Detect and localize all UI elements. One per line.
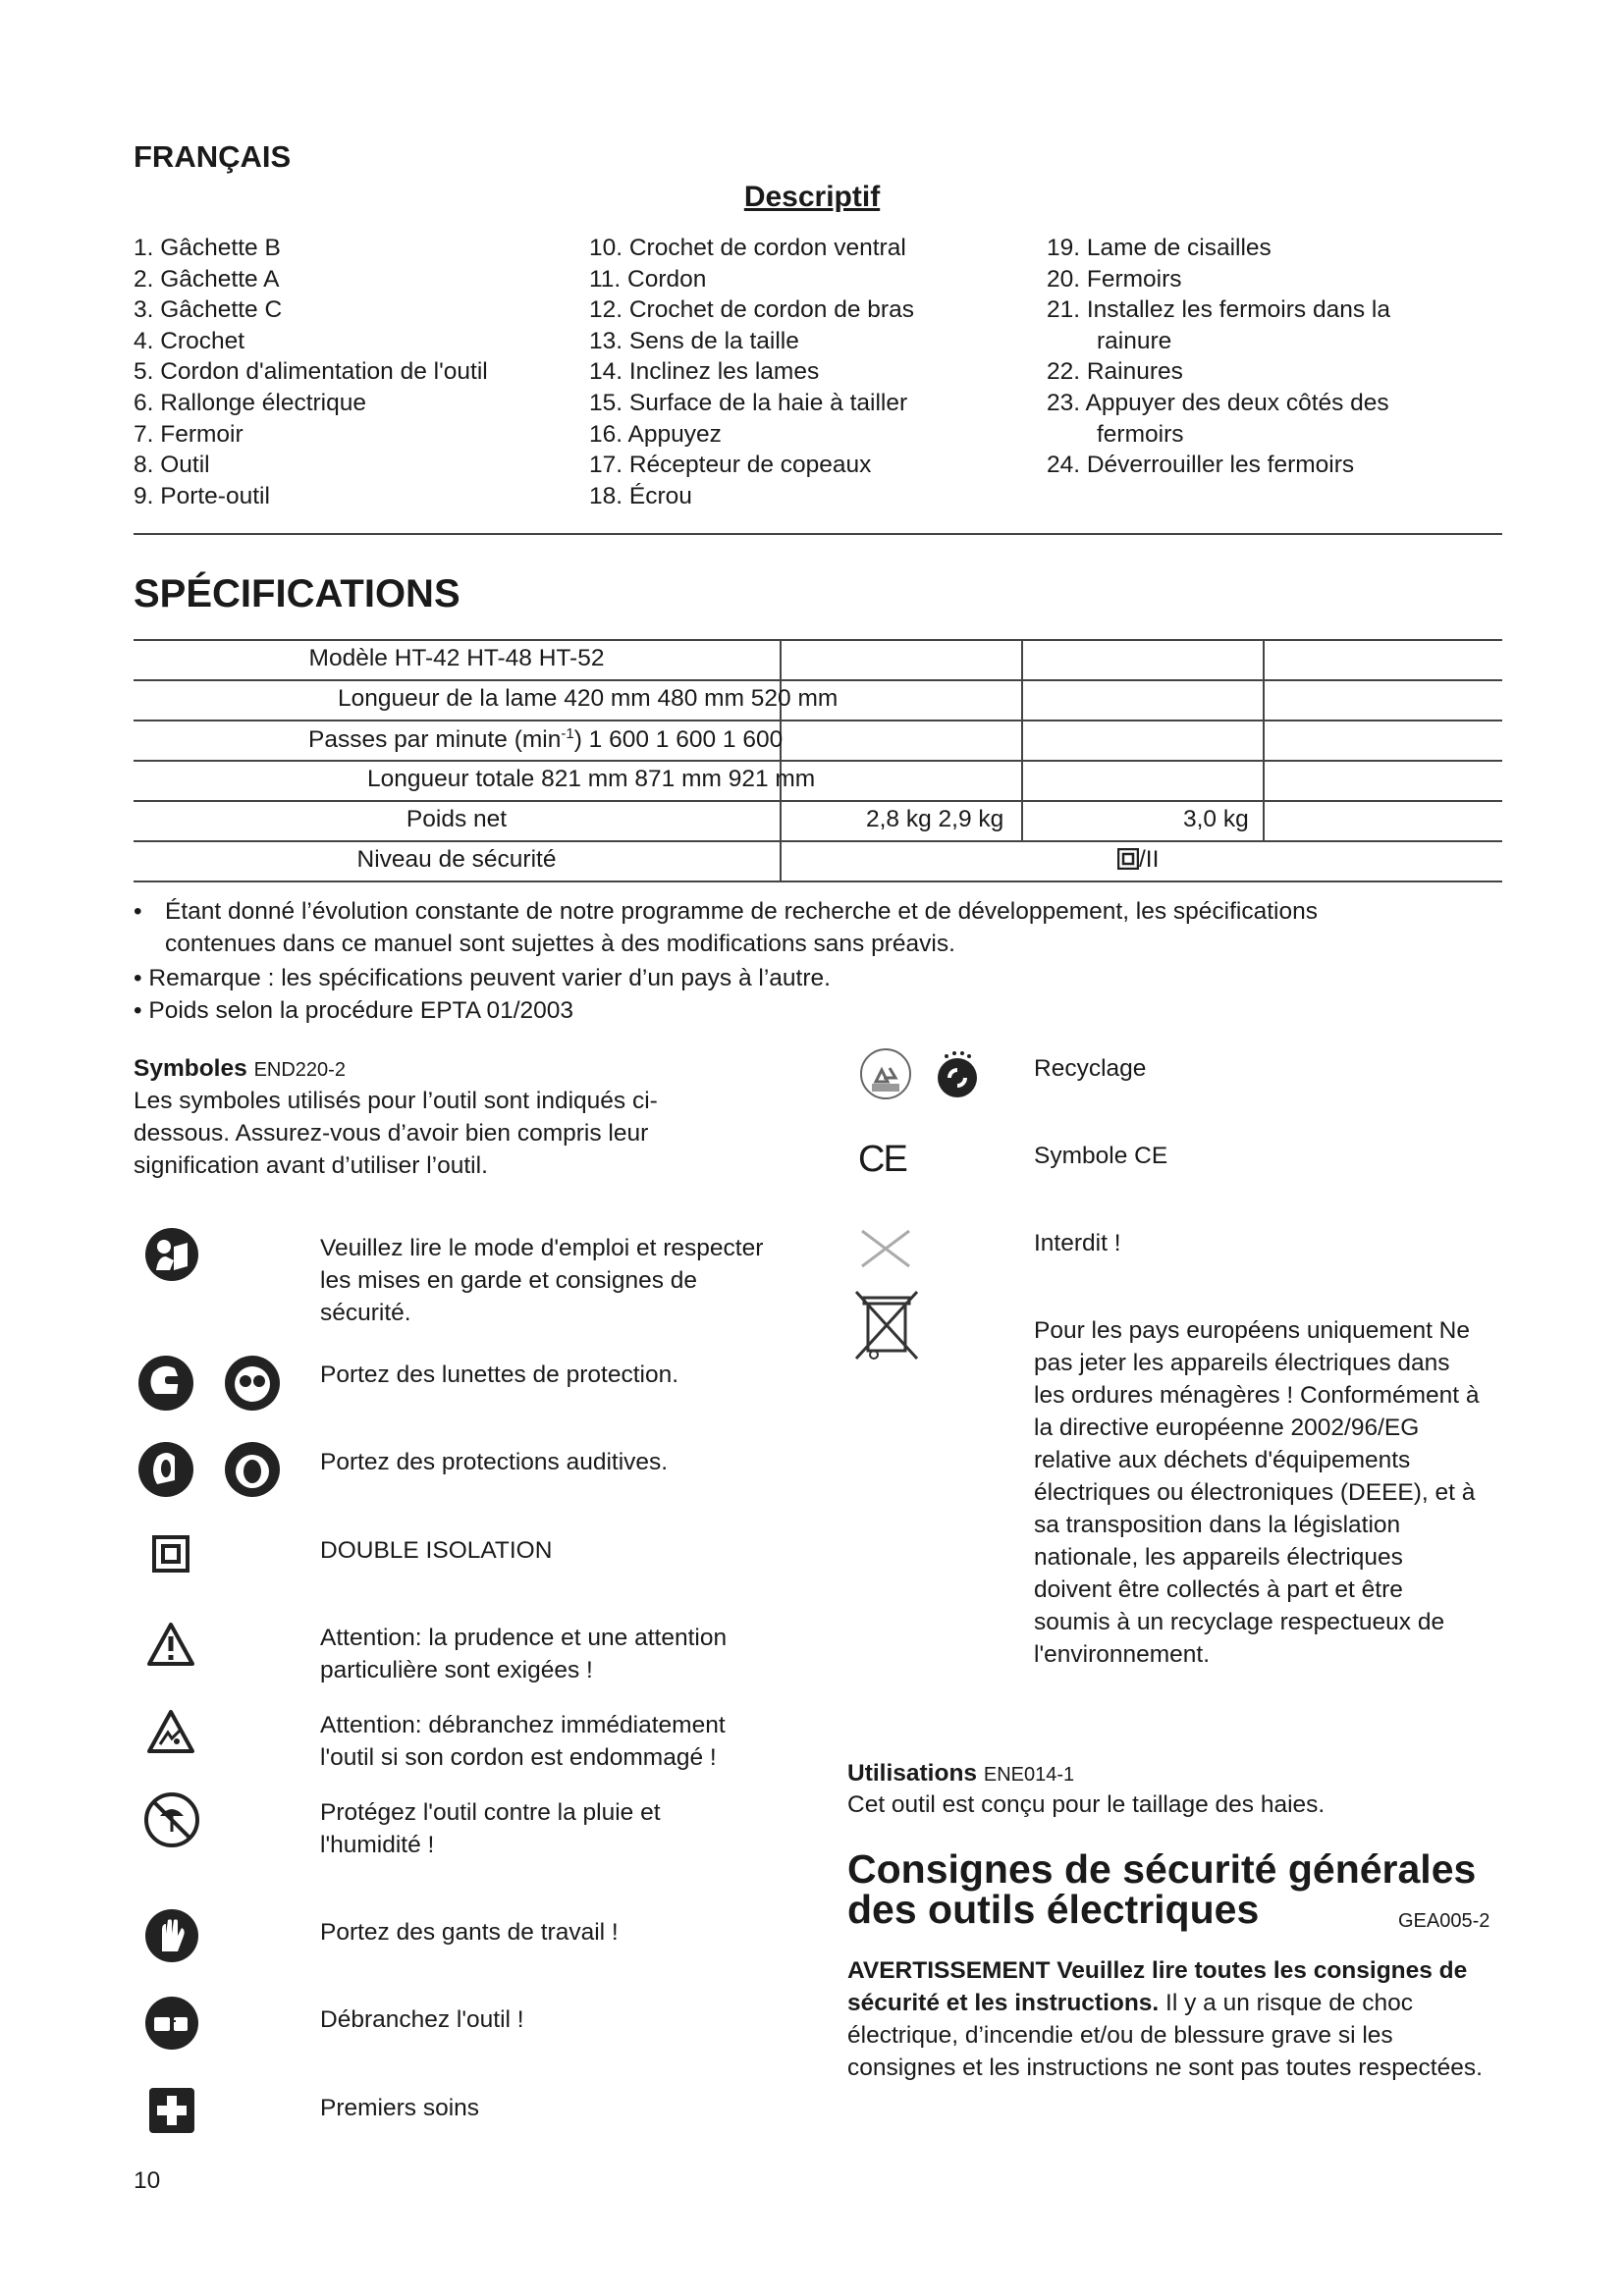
spec-weight-value-3: 3,0 kg xyxy=(1183,806,1249,832)
spec-safety-value xyxy=(1117,846,1159,874)
weee-text: Pour les pays européens uniquement Ne pas jeter les appareils électriques dans les ordures ménagères ! Conformément à la directive européenne 2002/96/EG relative aux déchets d'équipements électriques ou électroniques (DEEE), et à sa transposition dans la législation nationale, les appareils électriques doivent être collectés à part et être soumis à un recyclage respectueux de l'environnement. xyxy=(1034,1317,1480,1668)
warning-bold: AVERTISSEMENT Veuillez lire toutes les consignes de sécurité et les instructions. xyxy=(847,1957,1468,2016)
table-row xyxy=(134,639,1502,679)
language-heading: FRANÇAIS xyxy=(134,139,292,174)
double-insulation-icon xyxy=(152,1535,189,1573)
descriptif-column-2 xyxy=(589,233,914,511)
spec-safety-class: Niveau de sécurité xyxy=(356,846,557,873)
list-item: 10. Crochet de cordon ventral xyxy=(589,235,906,261)
symbol-label: Portez des gants de travail ! xyxy=(320,1919,619,1946)
consignes-title-line: Consignes de sécurité générales xyxy=(847,1846,1477,1892)
spec-weight-values: 2,8 kg 2,9 kg xyxy=(866,806,1004,832)
list-item: 13. Sens de la taille xyxy=(589,327,799,354)
table-line xyxy=(134,881,1502,882)
list-item: 9. Porte-outil xyxy=(134,482,270,509)
list-item: 7. Fermoir xyxy=(134,420,244,448)
list-item: 15. Surface de la haie à tailler xyxy=(589,389,908,416)
warning-triangle-icon xyxy=(146,1622,195,1667)
spec-strokes-values: ) 1 600 1 600 1 600 xyxy=(573,726,784,754)
list-item: 17. Récepteur de copeaux xyxy=(589,452,872,479)
list-item: 18. Écrou xyxy=(589,482,692,509)
note-epta: • Poids selon la procédure EPTA 01/2003 xyxy=(134,997,574,1024)
descriptif-column-1 xyxy=(134,233,488,511)
utilisations-heading xyxy=(847,1757,1074,1791)
list-item: 20. Fermoirs xyxy=(1047,265,1182,293)
spec-total-length: Longueur totale 821 mm 871 mm 921 mm xyxy=(367,766,816,792)
list-item: 5. Cordon d'alimentation de l'outil xyxy=(134,358,488,386)
specifications-title: SPÉCIFICATIONS xyxy=(134,572,460,615)
descriptif-title: Descriptif xyxy=(743,181,881,213)
symbols-heading xyxy=(134,1052,346,1087)
note-evolution xyxy=(134,895,1508,960)
utilisations-title: Utilisations xyxy=(847,1760,978,1787)
symbol-label: Portez des lunettes de protection. xyxy=(320,1362,678,1388)
symbol-label: Symbole CE xyxy=(1034,1143,1168,1169)
symbol-label: DOUBLE ISOLATION xyxy=(320,1537,553,1564)
warning-text: Il y a un risque de choc électrique, d’incendie et/ou de blessure grave si les consignes et les instructions ne sont pas toutes respectées. xyxy=(847,1990,1483,2081)
green-dot-icon xyxy=(933,1050,982,1099)
spec-model: Modèle HT-42 HT-48 HT-52 xyxy=(308,645,605,671)
earmuffs-icon xyxy=(224,1441,281,1498)
bullet: • xyxy=(134,898,142,925)
consignes-warning xyxy=(847,1954,1500,2084)
list-item: 16. Appuyez xyxy=(589,420,722,448)
utilisations-code: ENE014-1 xyxy=(983,1764,1075,1786)
list-item: 23. Appuyer des deux côtés des xyxy=(1047,389,1389,416)
prohibited-icon xyxy=(858,1227,913,1270)
list-item: 6. Rallonge électrique xyxy=(134,389,366,416)
symbol-label: Recyclage xyxy=(1034,1055,1147,1082)
note-country: • Remarque : les spécifications peuvent varier d’un pays à l’autre. xyxy=(134,965,831,991)
unplug-icon xyxy=(144,1996,199,2051)
utilisations-text: Cet outil est conçu pour le taillage des haies. xyxy=(847,1791,1326,1818)
damaged-cord-warning-icon xyxy=(146,1709,195,1754)
list-item: 22. Rainures xyxy=(1047,358,1183,386)
symbol-label: Attention: la prudence et une attention particulière sont exigées ! xyxy=(320,1625,728,1683)
page-number: 10 xyxy=(134,2167,161,2194)
rain-protection-icon xyxy=(144,1792,199,1847)
list-item: 14. Inclinez les lames xyxy=(589,358,820,386)
section-divider xyxy=(134,533,1502,535)
list-item: 3. Gâchette C xyxy=(134,296,283,324)
symbol-label: Premiers soins xyxy=(320,2095,480,2121)
table-row xyxy=(134,760,1502,800)
list-item: 11. Cordon xyxy=(589,265,707,293)
note-line: contenues dans ce manuel sont sujettes à des modifications sans préavis. xyxy=(165,931,955,957)
list-item: 2. Gâchette A xyxy=(134,265,280,293)
symbol-label: Interdit ! xyxy=(1034,1230,1121,1256)
symbol-label: Attention: débranchez immédiatement l'outil si son cordon est endommagé ! xyxy=(320,1712,726,1771)
list-item: 24. Déverrouiller les fermoirs xyxy=(1047,452,1355,479)
consignes-title-line: des outils électriques xyxy=(847,1887,1260,1932)
consignes-title xyxy=(847,1846,1477,1932)
safety-class-text: /II xyxy=(1139,846,1160,873)
spec-strokes-sup: -1 xyxy=(561,725,574,742)
symbols-intro: Les symboles utilisés pour l’outil sont indiqués ci-dessous. Assurez-vous d’avoir bien compris leur signification avant d’utiliser l’outil. xyxy=(134,1088,658,1179)
list-item: rainure xyxy=(1097,327,1172,354)
consignes-code: GEA005-2 xyxy=(1398,1910,1490,1932)
table-row xyxy=(134,720,1502,760)
symbol-label: Portez des protections auditives. xyxy=(320,1449,669,1475)
symbols-code: END220-2 xyxy=(253,1059,346,1081)
spec-strokes-label: Passes par minute (min xyxy=(308,726,562,754)
list-item: 21. Installez les fermoirs dans la xyxy=(1047,296,1390,324)
table-row xyxy=(134,800,1502,840)
list-item: 12. Crochet de cordon de bras xyxy=(589,296,914,324)
descriptif-column-3 xyxy=(1047,233,1390,481)
crossed-bin-icon xyxy=(852,1288,921,1362)
ce-mark-icon: CE xyxy=(858,1139,906,1180)
table-row xyxy=(134,840,1502,881)
list-item: 4. Crochet xyxy=(134,327,245,354)
list-item: 19. Lame de cisailles xyxy=(1047,235,1272,261)
symbol-label: Protégez l'outil contre la pluie et l'humidité ! xyxy=(320,1799,661,1858)
double-insulation-icon xyxy=(1117,848,1139,870)
first-aid-icon xyxy=(149,2088,194,2133)
ear-protection-icon xyxy=(137,1441,194,1498)
symbols-title: Symboles xyxy=(134,1055,247,1082)
spec-blade-length: Longueur de la lame 420 mm 480 mm 520 mm xyxy=(338,685,839,712)
note-line: Étant donné l’évolution constante de notre programme de recherche et de développement, les spécifications xyxy=(165,898,1319,925)
symbol-label: Débranchez l'outil ! xyxy=(320,2006,524,2033)
gloves-icon xyxy=(144,1908,199,1963)
table-row xyxy=(134,679,1502,720)
spec-net-weight: Poids net xyxy=(406,806,508,832)
symbol-label: Veuillez lire le mode d'emploi et respecter les mises en garde et consignes de sécurité. xyxy=(320,1235,764,1326)
read-manual-icon xyxy=(144,1227,199,1282)
safety-glasses-icon xyxy=(137,1355,194,1412)
list-item: fermoirs xyxy=(1097,420,1184,448)
list-item: 8. Outil xyxy=(134,452,210,479)
recycle-icon xyxy=(858,1046,913,1101)
spec-strokes xyxy=(308,725,783,754)
list-item: 1. Gâchette B xyxy=(134,235,281,261)
goggles-icon xyxy=(224,1355,281,1412)
